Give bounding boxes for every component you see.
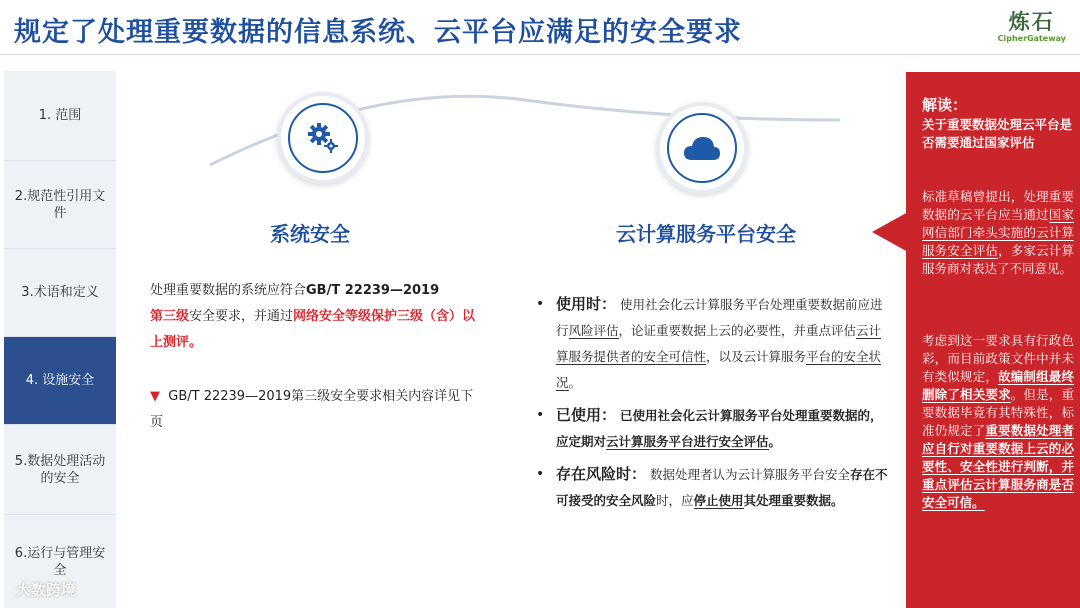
connector-arc — [150, 60, 890, 180]
nav-item-data-processing[interactable]: 5.数据处理活动的安全 — [4, 425, 116, 515]
list-item: • 已使用： 已使用社会化云计算服务平台处理重要数据的，应定期对云计算服务平台进行安全评估。 — [536, 406, 883, 449]
panel-pointer — [872, 212, 908, 252]
logo-sub: CipherGateway — [997, 34, 1066, 43]
nav-item-operations[interactable]: 6.运行与管理安全 — [14, 545, 106, 578]
side-nav — [4, 71, 116, 608]
panel-title: 解读： — [922, 96, 968, 114]
panel-paragraph-1: 标准草稿曾提出，处理重要数据的云平台应当通过国家网信部门牵头实施的云计算服务安全评估，多家云计算服务商对表达了不同意见。 — [922, 189, 1074, 276]
system-security-title: 系统安全 — [270, 222, 350, 246]
logo-mark: 炼石 — [1008, 10, 1055, 34]
system-security-text: 处理重要数据的系统应符合GB/T 22239—2019 第三级安全要求，并通过网络安全等级保护三级（含）以上测评。 — [150, 283, 476, 350]
cloud-security-title: 云计算服务平台安全 — [616, 222, 796, 246]
nav-item-facility-security[interactable]: 4. 设施安全 — [4, 337, 116, 425]
red-triangle-marker: ▼ — [150, 389, 160, 404]
interpretation-panel — [906, 72, 1080, 608]
watermark: 大数跨境 — [16, 581, 77, 599]
nav-item-scope[interactable]: 1. 范围 — [4, 71, 116, 161]
system-security-note: ▼ GB/T 22239—2019第三级安全要求相关内容详见下页 — [150, 389, 474, 430]
system-security-badge — [277, 92, 369, 184]
nav-item-references[interactable]: 2.规范性引用文件 — [4, 161, 116, 249]
list-item: • 存在风险时： 数据处理者认为云计算服务平台安全存在不可接受的安全风险时，应停止使用其处理重要数据。 — [536, 465, 888, 508]
title-divider — [0, 54, 1080, 55]
cloud-icon — [682, 134, 722, 162]
panel-subtitle: 关于重要数据处理云平台是否需要通过国家评估 — [922, 117, 1073, 150]
cloud-security-badge — [656, 102, 748, 194]
panel-paragraph-2: 考虑到这一要求具有行政色彩，而目前政策文件中并未有类似规定，故编制组最终删除了相关要求。但是，重要数据毕竟有其特殊性，标准仍规定了重要数据处理者应自行对重要数据上云的必要性、安全性进行判断，并重点评估云计算服务商是否安全可信。 — [922, 333, 1074, 510]
list-item: • 使用时： 使用社会化云计算服务平台处理重要数据前应进行风险评估，论证重要数据上云的必要性，并重点评估云计算服务提供者的安全可信性，以及云计算服务平台的安全状况。 — [536, 295, 883, 390]
cloud-requirements-list — [536, 291, 892, 520]
nav-item-terms[interactable]: 3.术语和定义 — [4, 249, 116, 337]
gears-icon — [305, 120, 341, 156]
brand-logo — [998, 6, 1066, 43]
page-title: 规定了处理重要数据的信息系统、云平台应满足的安全要求 — [14, 17, 742, 48]
